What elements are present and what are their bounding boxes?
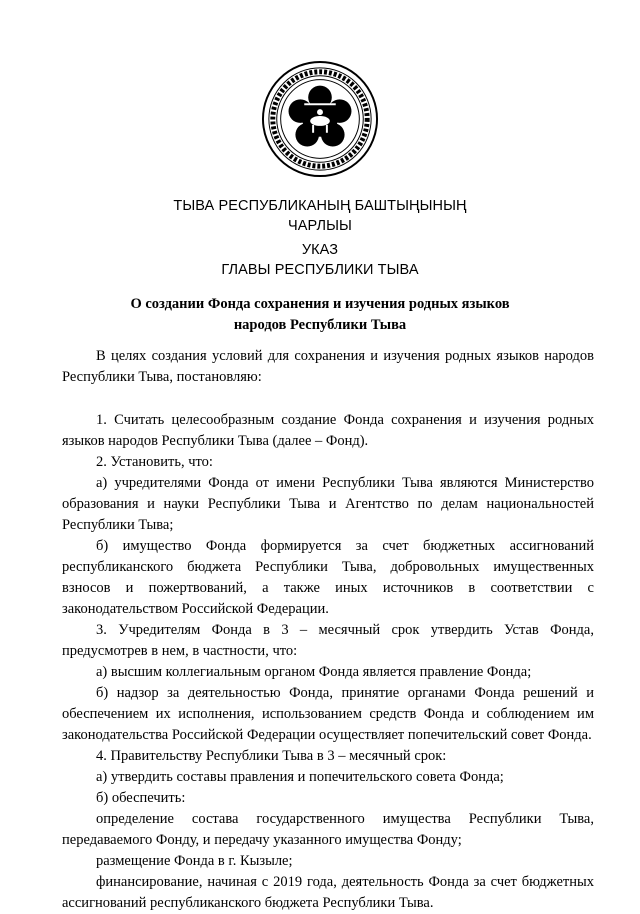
paragraph-4a: а) утвердить составы правления и попечительского совета Фонда; bbox=[96, 769, 504, 785]
paragraph-4b-1: определение состава государственного имущества Республики Тыва, передаваемого Фонду, и передачу указанного имущества Фонду; bbox=[62, 811, 594, 848]
paragraph-4b-2: размещение Фонда в г. Кызыле; bbox=[96, 853, 293, 869]
header-line-3: УКАЗ bbox=[301, 242, 339, 258]
header-line-2: ЧАРЛЫЫ bbox=[288, 218, 352, 234]
paragraph-4: 4. Правительству Республики Тыва в 3 – месячный срок: bbox=[96, 748, 447, 764]
republic-emblem bbox=[261, 60, 379, 178]
paragraph-2b: б) имущество Фонда формируется за счет бюджетных ассигнований республиканского бюджета Республики Тыва, добровольных имущественных взносов и пожертвований, а также иных источников в соответствии с законодательством Российской Федерации. bbox=[62, 538, 594, 617]
preamble: В целях создания условий для сохранения и изучения родных языков народов Республики Тыва, постановляю: bbox=[62, 348, 594, 385]
decree-title-line-1: О создании Фонда сохранения и изучения родных языков bbox=[130, 296, 510, 312]
paragraph-3b: б) надзор за деятельностью Фонда, принятие органами Фонда решений и обеспечением их исполнения, использованием средств Фонда и соблюдением им законодательства Российской Федерации осуществляет попечительский совет Фонда. bbox=[62, 685, 594, 743]
header-line-4: ГЛАВЫ РЕСПУБЛИКИ ТЫВА bbox=[221, 262, 419, 278]
paragraph-4b-3: финансирование, начиная с 2019 года, деятельность Фонда за счет бюджетных ассигнований республиканского бюджета Республики Тыва. bbox=[62, 874, 594, 911]
paragraph-3a: а) высшим коллегиальным органом Фонда является правление Фонда; bbox=[96, 664, 532, 680]
decree-title-line-2: народов Республики Тыва bbox=[233, 317, 407, 333]
paragraph-2: 2. Установить, что: bbox=[96, 454, 213, 470]
header-line-1: ТЫВА РЕСПУБЛИКАНЫҢ БАШТЫҢЫНЫҢ bbox=[173, 198, 467, 214]
paragraph-4b: б) обеспечить: bbox=[96, 790, 186, 806]
paragraph-2a: а) учредителями Фонда от имени Республики Тыва являются Министерство образования и науки Республики Тыва и Агентство по делам национальностей Республики Тыва; bbox=[62, 475, 594, 533]
spacer bbox=[62, 388, 594, 410]
paragraph-3: 3. Учредителям Фонда в 3 – месячный срок утвердить Устав Фонда, предусмотрев в нем, в частности, что: bbox=[62, 622, 594, 659]
paragraph-1: 1. Считать целесообразным создание Фонда сохранения и изучения родных языков народов Республики Тыва (далее – Фонд). bbox=[62, 412, 594, 449]
decree-body bbox=[62, 346, 594, 914]
